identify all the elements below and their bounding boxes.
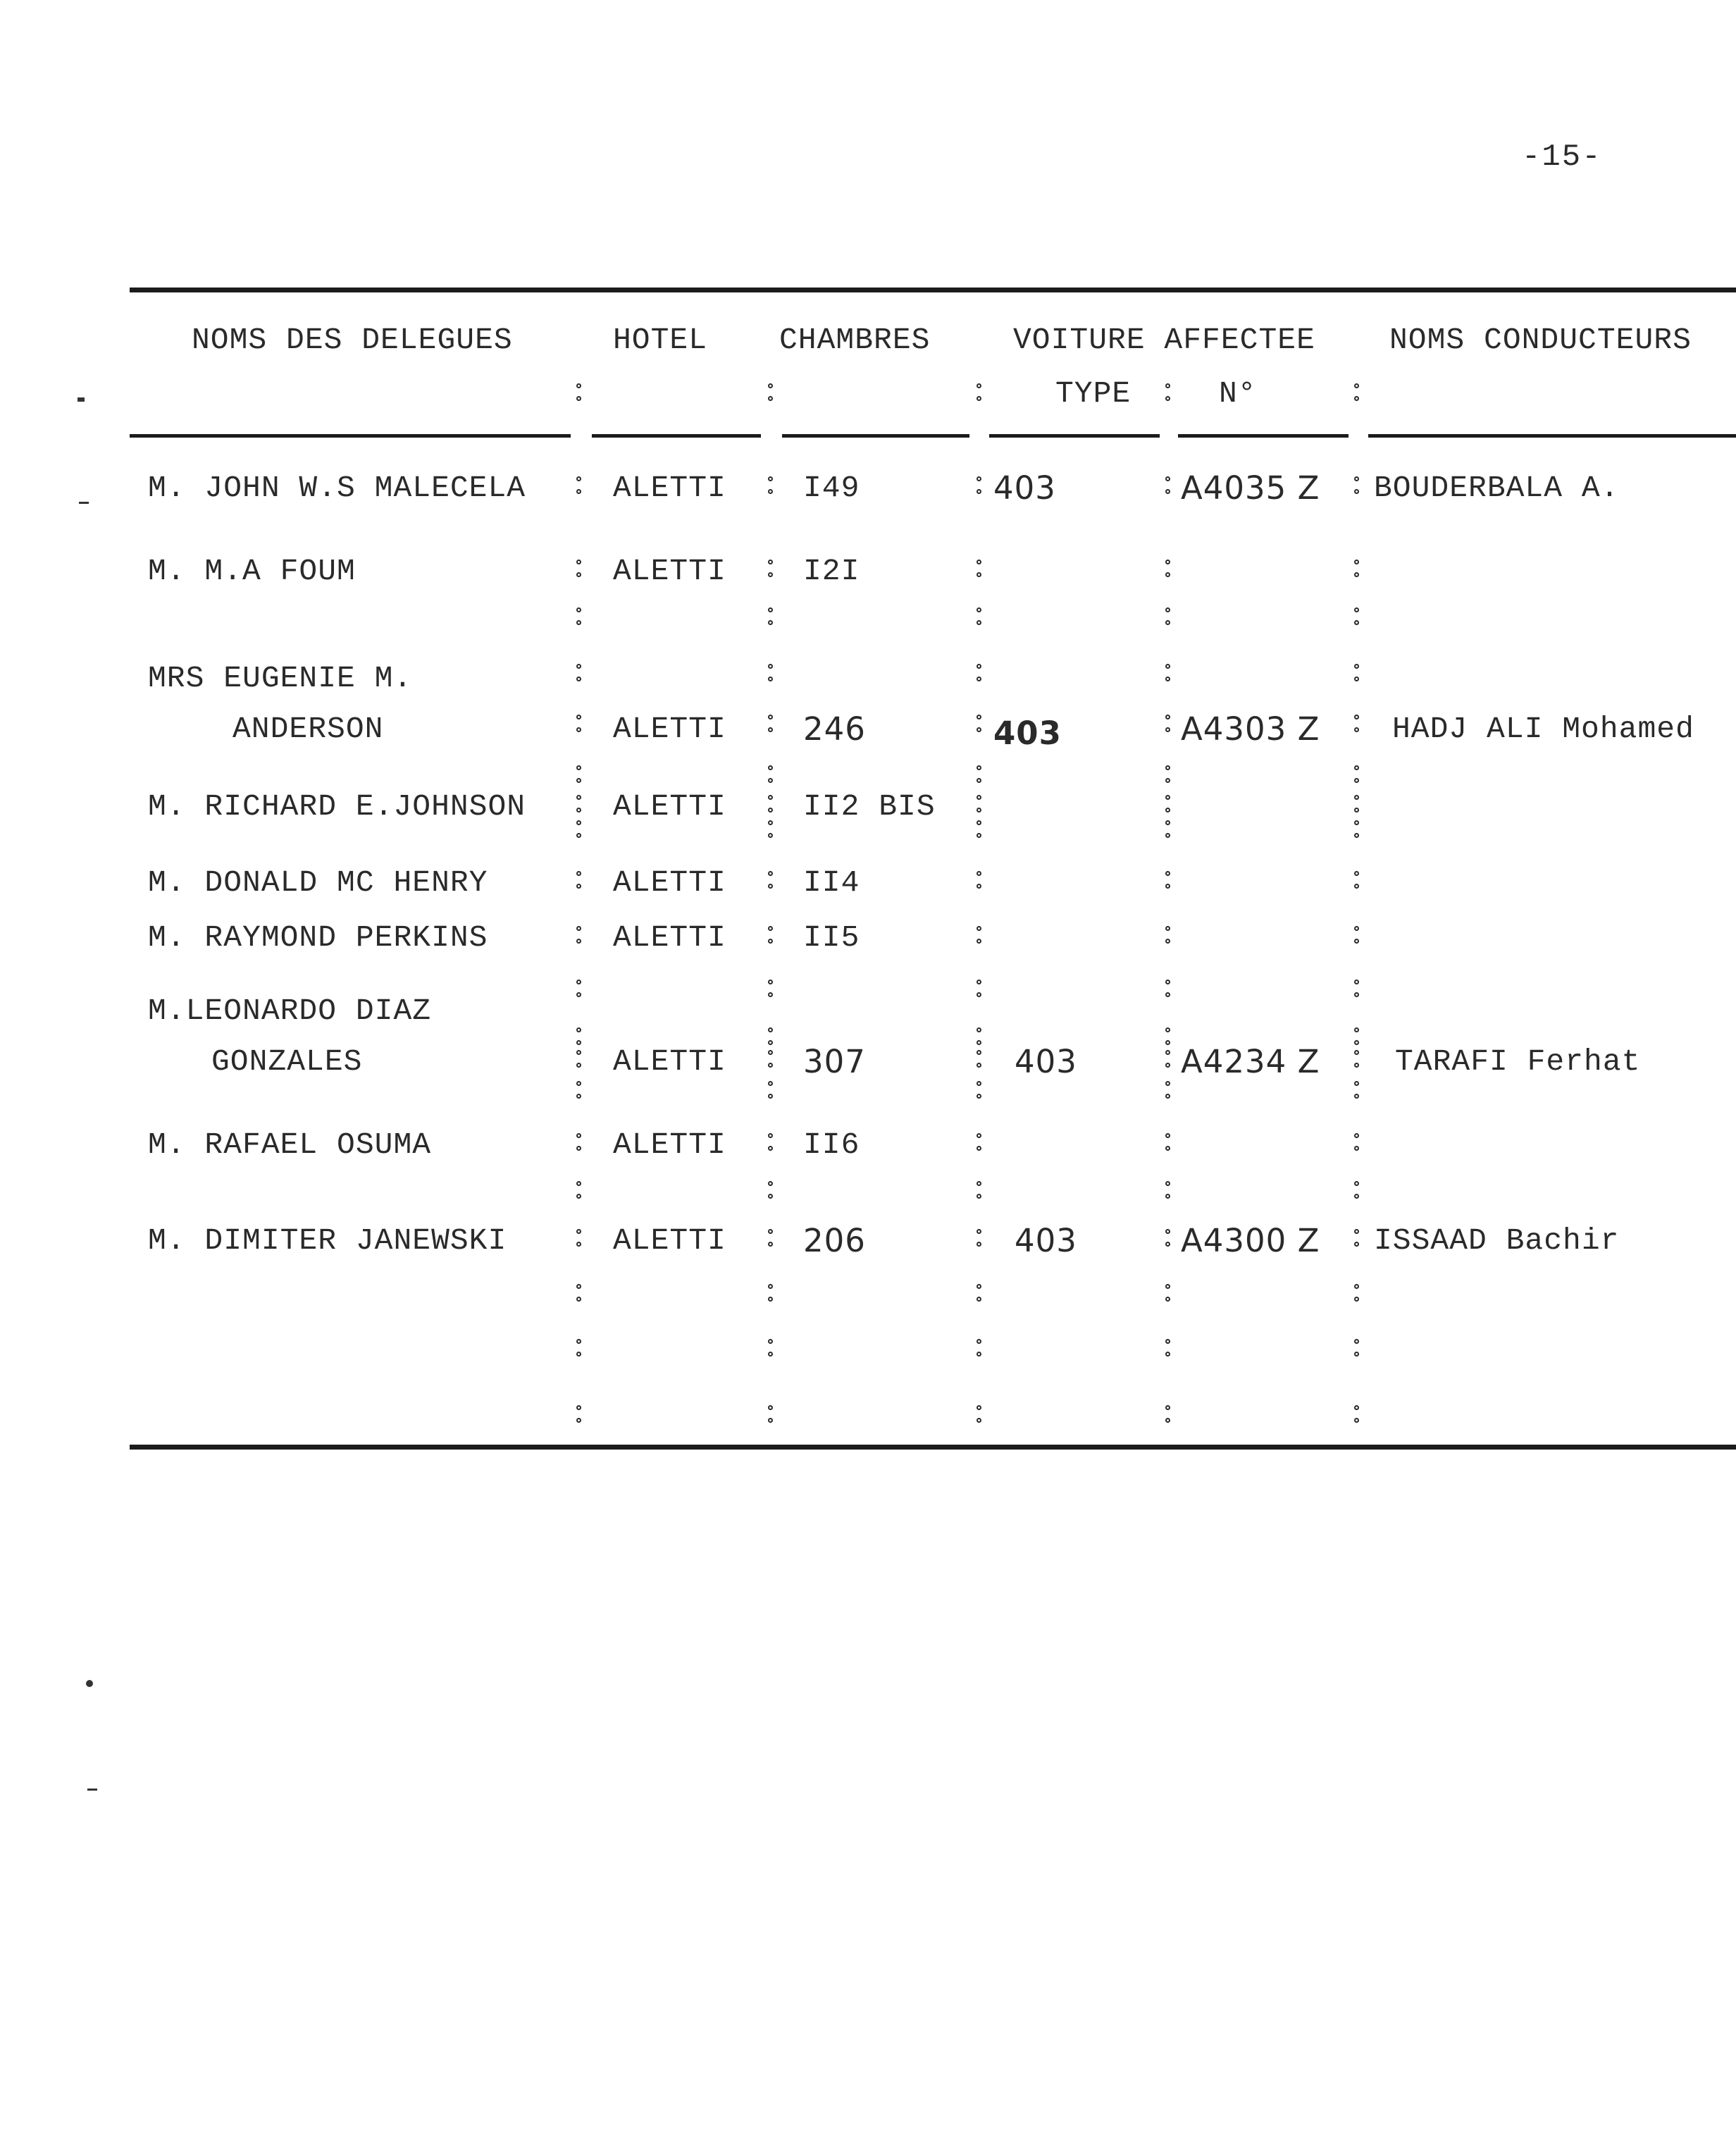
separator-colon xyxy=(1165,474,1171,499)
hotel-name: ALETTI xyxy=(613,789,726,824)
separator-colon xyxy=(768,792,774,817)
separator-colon xyxy=(1165,1047,1171,1073)
table-bottom-rule xyxy=(130,1445,1736,1450)
separator-colon xyxy=(576,661,582,686)
hotel-name: ALETTI xyxy=(613,865,726,900)
separator-colon xyxy=(576,1336,582,1361)
separator-colon xyxy=(1354,868,1360,894)
separator-colon xyxy=(976,1178,982,1204)
margin-mark xyxy=(78,397,85,402)
separator-colon xyxy=(1354,1402,1360,1428)
separator-colon xyxy=(768,1130,774,1156)
room-number: II5 xyxy=(803,920,860,955)
hotel-name: ALETTI xyxy=(613,471,726,505)
separator-colon xyxy=(576,1025,582,1050)
hotel-name: ALETTI xyxy=(613,920,726,955)
separator-colon xyxy=(976,712,982,737)
header-rule xyxy=(1368,434,1736,438)
header-rule xyxy=(1178,434,1348,438)
delegate-name: M.LEONARDO DIAZ xyxy=(148,994,432,1028)
separator-colon xyxy=(1354,474,1360,499)
separator-colon xyxy=(1165,1130,1171,1156)
separator-colon xyxy=(1354,1078,1360,1104)
separator-colon xyxy=(576,762,582,788)
separator-colon xyxy=(768,1078,774,1104)
header-colon xyxy=(768,381,774,406)
hotel-name: ALETTI xyxy=(613,1044,726,1079)
separator-colon xyxy=(1165,1226,1171,1252)
separator-colon xyxy=(576,474,582,499)
room-number: II4 xyxy=(803,865,860,900)
separator-colon xyxy=(976,557,982,582)
separator-colon xyxy=(768,1226,774,1252)
separator-colon xyxy=(1165,1336,1171,1361)
separator-colon xyxy=(768,977,774,1002)
separator-colon xyxy=(1165,661,1171,686)
separator-colon xyxy=(1354,1226,1360,1252)
separator-colon xyxy=(576,1047,582,1073)
separator-colon xyxy=(576,1226,582,1252)
separator-colon xyxy=(576,817,582,843)
delegate-name: M. RAYMOND PERKINS xyxy=(148,920,488,955)
separator-colon xyxy=(1354,557,1360,582)
separator-colon xyxy=(1354,1281,1360,1307)
delegate-name: M. RAFAEL OSUMA xyxy=(148,1128,432,1162)
separator-colon xyxy=(768,1025,774,1050)
separator-colon xyxy=(1354,977,1360,1002)
separator-colon xyxy=(768,1281,774,1307)
separator-colon xyxy=(768,1336,774,1361)
hotel-name: ALETTI xyxy=(613,1128,726,1162)
separator-colon xyxy=(768,762,774,788)
separator-colon xyxy=(768,605,774,630)
header-colon xyxy=(976,381,982,406)
car-type: 403 xyxy=(1015,1222,1077,1259)
separator-colon xyxy=(976,977,982,1002)
separator-colon xyxy=(1354,792,1360,817)
separator-colon xyxy=(1165,605,1171,630)
room-number: 206 xyxy=(803,1222,866,1259)
separator-colon xyxy=(976,1025,982,1050)
header-rule xyxy=(592,434,761,438)
header-rooms: CHAMBRES xyxy=(779,323,931,357)
separator-colon xyxy=(1165,923,1171,949)
separator-colon xyxy=(976,762,982,788)
separator-colon xyxy=(1354,1025,1360,1050)
page-number: -15- xyxy=(1522,140,1602,175)
separator-colon xyxy=(976,1336,982,1361)
separator-colon xyxy=(768,1178,774,1204)
car-number: A4035 Z xyxy=(1181,469,1320,507)
separator-colon xyxy=(1354,1130,1360,1156)
room-number: 246 xyxy=(803,710,866,748)
header-colon xyxy=(576,381,582,406)
driver-name: ISSAAD Bachir xyxy=(1374,1223,1620,1258)
separator-colon xyxy=(1354,817,1360,843)
delegate-name-line2: ANDERSON xyxy=(232,712,384,746)
separator-colon xyxy=(576,792,582,817)
separator-colon xyxy=(1165,762,1171,788)
separator-colon xyxy=(976,1281,982,1307)
delegate-name: M. M.A FOUM xyxy=(148,554,356,588)
separator-colon xyxy=(976,1402,982,1428)
separator-colon xyxy=(1165,1078,1171,1104)
separator-colon xyxy=(976,1078,982,1104)
separator-colon xyxy=(768,817,774,843)
separator-colon xyxy=(1165,868,1171,894)
car-type: 403 xyxy=(1015,1043,1077,1080)
separator-colon xyxy=(1165,792,1171,817)
separator-colon xyxy=(976,1226,982,1252)
separator-colon xyxy=(576,557,582,582)
separator-colon xyxy=(1165,1178,1171,1204)
car-type: 403 xyxy=(993,469,1056,507)
separator-colon xyxy=(576,868,582,894)
separator-colon xyxy=(1165,817,1171,843)
separator-colon xyxy=(976,1047,982,1073)
header-type: TYPE xyxy=(1055,376,1132,411)
separator-colon xyxy=(1165,1025,1171,1050)
separator-colon xyxy=(976,1130,982,1156)
header-colon xyxy=(1354,381,1360,406)
separator-colon xyxy=(1165,1281,1171,1307)
separator-colon xyxy=(1354,1336,1360,1361)
car-number: A4303 Z xyxy=(1181,710,1320,748)
separator-colon xyxy=(576,977,582,1002)
separator-colon xyxy=(768,712,774,737)
hotel-name: ALETTI xyxy=(613,554,726,588)
separator-colon xyxy=(976,474,982,499)
delegate-name: M. RICHARD E.JOHNSON xyxy=(148,789,526,824)
car-number: A4300 Z xyxy=(1181,1222,1320,1259)
margin-mark xyxy=(87,1789,97,1791)
separator-colon xyxy=(976,923,982,949)
separator-colon xyxy=(1354,605,1360,630)
separator-colon xyxy=(768,474,774,499)
delegate-name: MRS EUGENIE M. xyxy=(148,661,413,696)
header-rule xyxy=(130,434,571,438)
delegate-name-line2: GONZALES xyxy=(211,1044,363,1079)
room-number: II2 BIS xyxy=(803,789,936,824)
separator-colon xyxy=(768,661,774,686)
separator-colon xyxy=(768,1047,774,1073)
header-car: VOITURE AFFECTEE xyxy=(1013,323,1315,357)
separator-colon xyxy=(576,1281,582,1307)
margin-mark xyxy=(79,502,89,504)
separator-colon xyxy=(576,1402,582,1428)
separator-colon xyxy=(976,661,982,686)
separator-colon xyxy=(976,868,982,894)
separator-colon xyxy=(576,712,582,737)
separator-colon xyxy=(576,605,582,630)
separator-colon xyxy=(976,605,982,630)
margin-mark xyxy=(86,1680,93,1687)
separator-colon xyxy=(976,817,982,843)
separator-colon xyxy=(1354,1047,1360,1073)
delegate-name: M. DONALD MC HENRY xyxy=(148,865,488,900)
delegate-name: M. JOHN W.S MALECELA xyxy=(148,471,526,505)
separator-colon xyxy=(1354,661,1360,686)
separator-colon xyxy=(576,1178,582,1204)
separator-colon xyxy=(768,557,774,582)
header-drivers: NOMS CONDUCTEURS xyxy=(1389,323,1692,357)
car-type: 403 xyxy=(993,715,1062,752)
header-colon xyxy=(1165,381,1171,406)
separator-colon xyxy=(768,923,774,949)
delegate-name: M. DIMITER JANEWSKI xyxy=(148,1223,507,1258)
header-number: N° xyxy=(1219,376,1257,411)
table-top-rule xyxy=(130,288,1736,292)
header-delegates: NOMS DES DELEGUES xyxy=(192,323,513,357)
separator-colon xyxy=(1165,1402,1171,1428)
hotel-name: ALETTI xyxy=(613,712,726,746)
header-rule xyxy=(989,434,1160,438)
separator-colon xyxy=(768,1402,774,1428)
room-number: II6 xyxy=(803,1128,860,1162)
separator-colon xyxy=(576,923,582,949)
driver-name: HADJ ALI Mohamed xyxy=(1392,712,1694,746)
driver-name: BOUDERBALA A. xyxy=(1374,471,1620,505)
separator-colon xyxy=(1165,557,1171,582)
separator-colon xyxy=(1354,712,1360,737)
separator-colon xyxy=(1354,923,1360,949)
room-number: I49 xyxy=(803,471,860,505)
header-rule xyxy=(782,434,969,438)
separator-colon xyxy=(1354,1178,1360,1204)
car-number: A4234 Z xyxy=(1181,1043,1320,1080)
separator-colon xyxy=(1165,977,1171,1002)
separator-colon xyxy=(576,1130,582,1156)
room-number: I2I xyxy=(803,554,860,588)
header-hotel: HOTEL xyxy=(613,323,708,357)
separator-colon xyxy=(976,792,982,817)
driver-name: TARAFI Ferhat xyxy=(1395,1044,1641,1079)
separator-colon xyxy=(1165,712,1171,737)
room-number: 307 xyxy=(803,1043,866,1080)
separator-colon xyxy=(576,1078,582,1104)
separator-colon xyxy=(1354,762,1360,788)
hotel-name: ALETTI xyxy=(613,1223,726,1258)
separator-colon xyxy=(768,868,774,894)
